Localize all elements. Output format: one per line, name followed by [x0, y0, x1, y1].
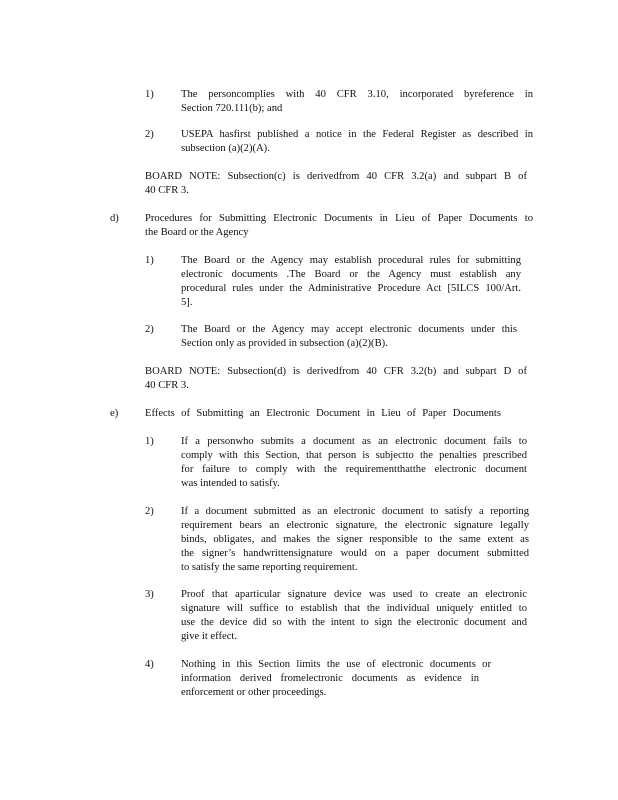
- text-line: USEPA hasfirst published a notice in the Federal Register as described in: [181, 129, 533, 140]
- item-number: 4): [145, 659, 154, 670]
- text-line: use the device did so with the intent to sign the electronic document and: [181, 617, 527, 628]
- paragraph-e1: [181, 435, 527, 491]
- item-number: 2): [145, 129, 154, 140]
- text-line: enforcement or other proceedings.: [181, 687, 327, 698]
- item-number: 2): [145, 324, 154, 335]
- text-line: BOARD NOTE: Subsection(c) is derivedfrom 40 CFR 3.2(a) and subpart B of: [145, 171, 527, 182]
- text-line: Section 720.111(b); and: [181, 103, 283, 114]
- text-line: Effects of Submitting an Electronic Document in Lieu of Paper Documents: [145, 408, 501, 419]
- text-line: BOARD NOTE: Subsection(d) is derivedfrom 40 CFR 3.2(b) and subpart D of: [145, 366, 527, 377]
- text-line: If a document submitted as an electronic document to satisfy a reporting: [181, 506, 529, 517]
- text-line: 40 CFR 3.: [145, 185, 189, 196]
- text-line: comply with this Section, that person is subjectto the penalties prescribed: [181, 450, 527, 461]
- text-line: binds, obligates, and makes the signer responsible to the same extent as: [181, 534, 529, 545]
- text-line: Procedures for Submitting Electronic Documents in Lieu of Paper Documents to: [145, 213, 533, 224]
- paragraph-e4: [181, 658, 491, 700]
- item-number: 2): [145, 506, 154, 517]
- text-line: 40 CFR 3.: [145, 380, 189, 391]
- item-number: 1): [145, 436, 154, 447]
- text-line: signature will suffice to establish that the individual uniquely entitled to: [181, 603, 527, 614]
- board-note-c: [145, 170, 527, 198]
- paragraph-c1: [181, 88, 533, 116]
- text-line: for failure to comply with the requirementthatthe electronic document: [181, 464, 527, 475]
- item-number: 1): [145, 255, 154, 266]
- text-line: The Board or the Agency may accept electronic documents under this: [181, 324, 517, 335]
- paragraph-e3: [181, 588, 527, 644]
- paragraph-c2: [181, 128, 533, 156]
- text-line: information derived fromelectronic documents as evidence in: [181, 673, 479, 684]
- board-note-d: [145, 365, 527, 393]
- section-number: d): [110, 213, 119, 224]
- text-line: procedural rules under the Administrative Procedure Act [5ILCS 100/Art.: [181, 283, 521, 294]
- text-line: the signer’s handwrittensignature would on a paper document submitted: [181, 548, 529, 559]
- text-line: the Board or the Agency: [145, 227, 249, 238]
- text-line: Proof that aparticular signature device was used to create an electronic: [181, 589, 527, 600]
- section-d-heading: [145, 212, 533, 240]
- text-line: to satisfy the same reporting requirement.: [181, 562, 358, 573]
- item-number: 3): [145, 589, 154, 600]
- section-number: e): [110, 408, 119, 419]
- paragraph-e2: [181, 505, 529, 575]
- text-line: subsection (a)(2)(A).: [181, 143, 270, 154]
- text-line: give it effect.: [181, 631, 237, 642]
- section-e-heading: [145, 407, 501, 421]
- text-line: requirement bears an electronic signature, the electronic signature legally: [181, 520, 529, 531]
- text-line: Section only as provided in subsection (a)(2)(B).: [181, 338, 388, 349]
- text-line: 5].: [181, 297, 193, 308]
- text-line: The Board or the Agency may establish procedural rules for submitting: [181, 255, 521, 266]
- text-line: If a personwho submits a document as an electronic document fails to: [181, 436, 527, 447]
- item-number: 1): [145, 89, 154, 100]
- paragraph-d2: [181, 323, 517, 351]
- paragraph-d1: [181, 254, 521, 310]
- text-line: electronic documents .The Board or the Agency must establish any: [181, 269, 521, 280]
- text-line: Nothing in this Section limits the use of electronic documents or: [181, 659, 491, 670]
- text-line: The personcomplies with 40 CFR 3.10, incorporated byreference in: [181, 89, 533, 100]
- text-line: was intended to satisfy.: [181, 478, 280, 489]
